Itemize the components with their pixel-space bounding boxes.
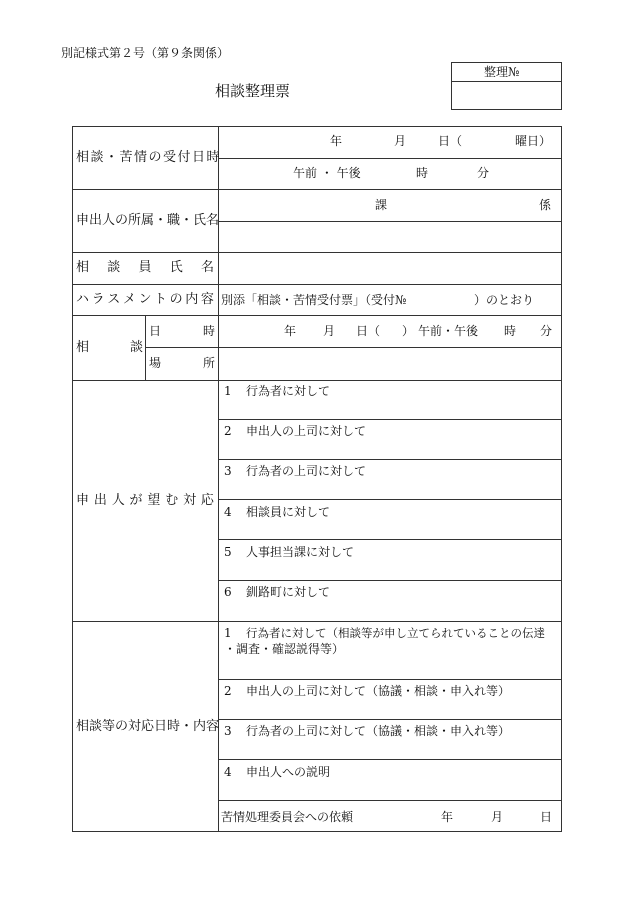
- response-item-text: 申出人の上司に対して（協議・相談・申入れ等）: [246, 684, 511, 698]
- consultation-place-label-a: 場: [149, 356, 162, 370]
- harassment-label-char: ラ: [91, 292, 105, 307]
- consultation-month: 月: [323, 324, 336, 338]
- consultation-year: 年: [284, 324, 297, 338]
- response-item-text-cont: ・調査・確認説得等）: [224, 642, 345, 656]
- desired-item-text: 申出人の上司に対して: [246, 424, 367, 438]
- harassment-label-char: ト: [154, 292, 168, 307]
- number-box-value[interactable]: [452, 82, 561, 109]
- desired-item-num: 5: [224, 545, 232, 559]
- consultation-label-a: 相: [76, 340, 90, 355]
- harassment-label-char: ン: [138, 292, 152, 307]
- harassment-text-b: ）のとおり: [474, 293, 535, 307]
- reception-year: 年: [330, 134, 343, 148]
- counselor-label-char: 員: [138, 260, 152, 275]
- committee-request-label: 苦情処理委員会への依頼: [221, 810, 354, 824]
- response-item-text: 行為者に対して（相談等が申し立てられていることの伝達: [246, 626, 545, 640]
- applicant-label: 申出人の所属・職・氏名: [76, 213, 220, 228]
- consultation-place-field[interactable]: [219, 348, 561, 379]
- harassment-label-char: の: [169, 292, 183, 307]
- desired-item-text: 人事担当課に対して: [246, 545, 355, 559]
- number-box-label: 整理№: [484, 65, 520, 79]
- reception-day: 日（: [438, 134, 463, 148]
- response-item-text: 申出人への説明: [246, 765, 331, 779]
- counselor-label-char: 名: [200, 260, 214, 275]
- consultation-place-label-b: 所: [203, 356, 216, 370]
- desired-item-num: 3: [224, 464, 232, 478]
- desired-item-text: 行為者に対して: [246, 384, 331, 398]
- harassment-label: [76, 293, 214, 307]
- counselor-label: [76, 261, 214, 275]
- response-item-num: 1: [224, 626, 232, 640]
- counselor-label-char: 談: [107, 260, 121, 275]
- desired-item-text: 相談員に対して: [246, 505, 331, 519]
- page-title: 相談整理票: [215, 82, 291, 100]
- desired-item-num: 1: [224, 384, 232, 398]
- desired-item-text: 行為者の上司に対して: [246, 464, 367, 478]
- harassment-label-char: ハ: [76, 292, 90, 307]
- response-item-num: 4: [224, 765, 232, 779]
- desired-response-label-char: 申: [76, 493, 90, 508]
- desired-item-num: 4: [224, 505, 232, 519]
- consultation-hour: 時: [504, 324, 517, 338]
- desired-item-num: 2: [224, 424, 232, 438]
- desired-response-label-char: 望: [147, 493, 161, 508]
- desired-response-label-char: 出: [93, 493, 107, 508]
- applicant-kakari: 係: [539, 198, 552, 212]
- desired-item-num: 6: [224, 585, 232, 599]
- consultation-datetime-label-b: 時: [203, 324, 216, 338]
- harassment-label-char: ス: [107, 292, 121, 307]
- desired-item-text: 釧路町に対して: [246, 585, 331, 599]
- desired-response-label-char: 対: [183, 493, 197, 508]
- response-item-num: 2: [224, 684, 232, 698]
- response-item-num: 3: [224, 724, 232, 738]
- counselor-name-field[interactable]: [219, 253, 561, 283]
- reception-label: 相談・苦情の受付日時: [76, 150, 222, 165]
- consultation-datetime-label-a: 日: [149, 324, 162, 338]
- consultation-day: 日（: [356, 324, 381, 338]
- desired-response-label-char: 応: [200, 493, 214, 508]
- harassment-label-char: 容: [200, 292, 214, 307]
- reception-am-pm: 午前 ・ 午後: [293, 166, 361, 180]
- desired-response-label-char: が: [129, 493, 143, 508]
- response-record-label: 相談等の対応日時・内容: [76, 719, 220, 734]
- applicant-name-field[interactable]: [219, 222, 561, 251]
- committee-request-year: 年: [441, 810, 454, 824]
- consultation-label-b: 談: [130, 340, 144, 355]
- committee-request-day: 日: [540, 810, 553, 824]
- applicant-ka: 課: [375, 198, 388, 212]
- response-item-text: 行為者の上司に対して（協議・相談・申入れ等）: [246, 724, 511, 738]
- reception-minute: 分: [477, 166, 490, 180]
- form-label: 別記様式第２号（第９条関係）: [61, 46, 230, 60]
- reception-month: 月: [394, 134, 407, 148]
- committee-request-month: 月: [491, 810, 504, 824]
- counselor-label-char: 氏: [169, 260, 183, 275]
- desired-response-label-char: 人: [111, 493, 125, 508]
- reception-weekday: 曜日）: [515, 134, 552, 148]
- harassment-label-char: メ: [122, 292, 136, 307]
- harassment-label-char: 内: [185, 292, 199, 307]
- harassment-text-a: 別添「相談・苦情受付票」（受付№: [221, 293, 407, 307]
- counselor-label-char: 相: [76, 260, 90, 275]
- consultation-am-pm: 午前・午後: [418, 324, 479, 338]
- desired-response-label: [76, 494, 214, 508]
- consultation-paren-close: ）: [402, 324, 415, 338]
- consultation-minute: 分: [540, 324, 553, 338]
- desired-response-label-char: む: [165, 493, 179, 508]
- reception-hour: 時: [416, 166, 429, 180]
